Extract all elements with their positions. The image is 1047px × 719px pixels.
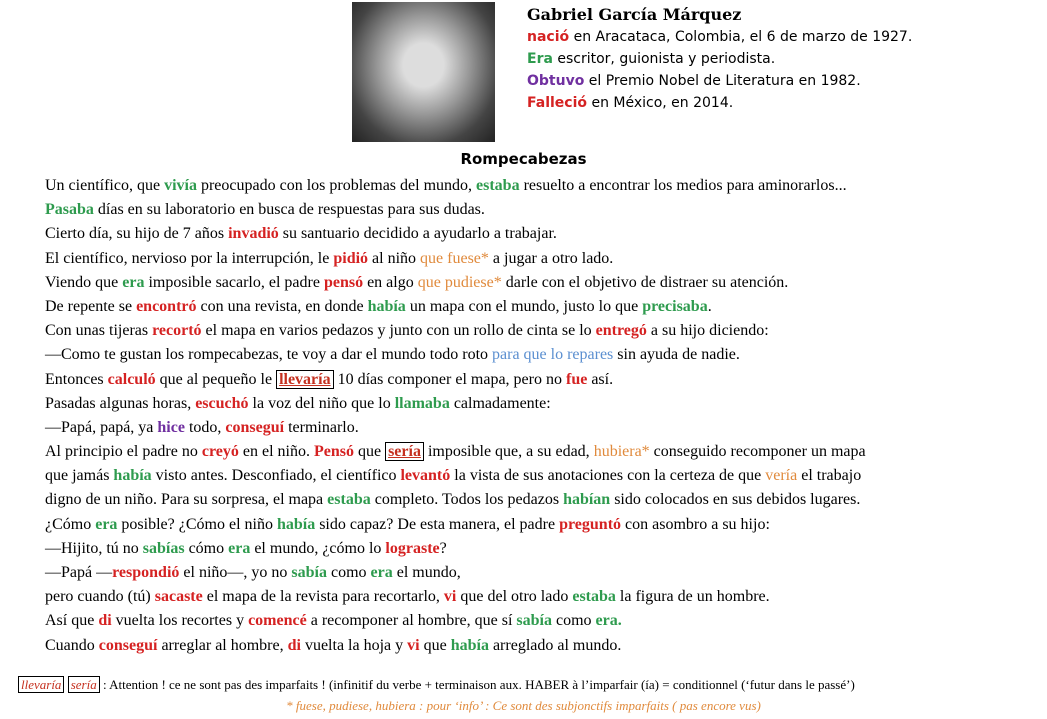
text: arreglado al mundo. xyxy=(488,636,622,654)
verb-red: conseguí xyxy=(98,636,158,654)
text: el trabajo xyxy=(797,467,862,485)
text: preocupado con los problemas del mundo, xyxy=(196,177,477,194)
verb-red: di xyxy=(98,612,112,630)
text: sido capaz? De esta manera, el padre xyxy=(315,515,560,533)
text: —Como te gustan los rompecabezas, te voy a dar el mundo todo roto xyxy=(45,346,493,364)
text: calmadamente: xyxy=(449,394,551,412)
text: Viendo que xyxy=(45,273,123,291)
text: la voz del niño que lo xyxy=(248,394,395,412)
text: con una revista, en donde xyxy=(196,297,368,315)
verb-green: había xyxy=(367,297,406,315)
verb: Falleció xyxy=(527,95,587,111)
text: —Papá — xyxy=(45,564,113,581)
text: así. xyxy=(587,370,614,388)
text: como xyxy=(326,564,371,581)
text: en el niño. xyxy=(238,443,314,461)
verb-red: lograste xyxy=(385,539,440,557)
text: Al principio el padre no xyxy=(45,443,202,461)
verb-red: levantó xyxy=(400,467,451,485)
story-line xyxy=(45,464,1030,488)
text: —Hijito, tú no xyxy=(45,539,143,557)
verb-red: Pensó xyxy=(313,443,354,461)
text: a jugar a otro lado. xyxy=(488,249,614,267)
verb-green: era xyxy=(122,273,145,291)
verb-green: sabías xyxy=(142,539,185,557)
verb-red: conseguí xyxy=(225,418,285,436)
text: la vista de sus anotaciones con la certeza de que xyxy=(450,467,766,485)
text: que del otro lado xyxy=(456,588,573,606)
text: resuelto a encontrar los medios para aminorarlos... xyxy=(519,177,847,194)
text: que xyxy=(353,443,386,461)
text: visto antes. Desconfiado, el científico xyxy=(151,467,401,485)
story-line xyxy=(45,440,1030,464)
text: darle con el objetivo de distraer su atención. xyxy=(501,273,789,291)
verb-blue: para que lo repares xyxy=(492,346,614,364)
text: vuelta la hoja y xyxy=(300,636,408,654)
verb-green: era xyxy=(370,564,393,581)
story-line xyxy=(45,247,1030,271)
verb-green: precisaba xyxy=(642,297,708,315)
verb-green: había xyxy=(113,467,152,485)
text: cómo xyxy=(184,539,229,557)
text: el mapa en varios pedazos y junto con un rollo de cinta se lo xyxy=(201,322,596,340)
verb-red: recortó xyxy=(152,322,202,340)
verb-purple: hice xyxy=(157,418,185,436)
story-line xyxy=(45,343,1030,367)
footer-text: : Attention ! ce ne sont pas des imparfaits ! (infinitif du verbe + terminaison aux. HABER à l’imparfair (ía) = conditionnel (‘futur dans le passé’) xyxy=(102,677,855,692)
story-line xyxy=(45,368,1030,392)
verb-red: escuchó xyxy=(195,394,249,412)
text: arreglar al hombre, xyxy=(157,636,288,654)
verb-boxed: sería xyxy=(385,442,424,461)
text: un mapa con el mundo, justo lo que xyxy=(405,297,643,315)
verb-green: llamaba xyxy=(394,394,450,412)
text: terminarlo. xyxy=(284,418,359,436)
story-line xyxy=(45,198,1030,222)
story-line xyxy=(45,416,1030,440)
author-name: Gabriel García Márquez xyxy=(527,5,742,24)
story-line xyxy=(45,537,1030,561)
verb-green: era. xyxy=(595,612,622,630)
text: que al pequeño le xyxy=(155,370,277,388)
verb-green: estaba xyxy=(327,491,371,509)
verb-red: vi xyxy=(443,588,457,606)
verb-red: comencé xyxy=(248,612,307,630)
story-line xyxy=(45,222,1030,246)
verb-red: pensó xyxy=(323,273,364,291)
verb-green: habían xyxy=(563,491,611,509)
example-conditional-1: llevaría xyxy=(18,676,64,693)
story-line xyxy=(45,271,1030,295)
story-line xyxy=(45,174,1030,198)
text: Así que xyxy=(45,612,99,630)
text: posible? ¿Cómo el niño xyxy=(117,515,277,533)
subjunctive-note: * fuese, pudiese, hubiera : pour ‘info’ : Ce sont des subjonctifs imparfaits ( pas encore vus) xyxy=(286,698,761,713)
text: ¿Cómo xyxy=(45,515,96,533)
text: imposible que, a su edad, xyxy=(423,443,594,461)
text: días en su laboratorio en busca de respuestas para sus dudas. xyxy=(93,201,485,219)
text: en México, en 2014. xyxy=(587,95,734,111)
story-line xyxy=(45,319,1030,343)
text: el mundo, ¿cómo lo xyxy=(250,539,386,557)
verb-green: había xyxy=(450,636,489,654)
verb-red: respondió xyxy=(112,564,180,581)
verb: Era xyxy=(527,51,553,67)
story-line xyxy=(45,609,1030,633)
story-line xyxy=(45,513,1030,537)
text: pero cuando (tú) xyxy=(45,588,155,606)
text: —Papá, papá, ya xyxy=(45,418,158,436)
verb-red: calculó xyxy=(107,370,156,388)
text: Pasadas algunas horas, xyxy=(45,394,196,412)
story-body xyxy=(45,174,1030,658)
text: Cierto día, su hijo de 7 años xyxy=(45,225,229,243)
text: De repente se xyxy=(45,297,137,315)
bio-line-born xyxy=(527,26,912,48)
text: Entonces xyxy=(45,370,108,388)
verb-red: entregó xyxy=(595,322,647,340)
verb-red: sacaste xyxy=(154,588,203,606)
text: conseguido recomponer un mapa xyxy=(649,443,866,461)
verb-red: pidió xyxy=(333,249,369,267)
text: imposible sacarlo, el padre xyxy=(144,273,324,291)
text: el mapa de la revista para recortarlo, xyxy=(202,588,444,606)
text: sin ayuda de nadie. xyxy=(613,346,740,364)
story-title: Rompecabezas xyxy=(460,150,587,168)
story-line xyxy=(45,585,1030,609)
text: digno de un niño. Para su sorpresa, el mapa xyxy=(45,491,328,509)
footer-note xyxy=(18,677,855,693)
story-line xyxy=(45,488,1030,512)
text: ? xyxy=(439,539,447,557)
text: todo, xyxy=(184,418,226,436)
verb-red: invadió xyxy=(228,225,279,243)
text: Cuando xyxy=(45,636,99,654)
bio-block xyxy=(527,4,912,114)
text: 10 días componer el mapa, pero no xyxy=(333,370,566,388)
verb-green: había xyxy=(276,515,316,533)
verb: Obtuvo xyxy=(527,73,585,89)
text: al niño xyxy=(368,249,421,267)
story-line xyxy=(45,295,1030,319)
story-line xyxy=(45,392,1030,416)
story-line xyxy=(45,561,1030,585)
text: sido colocados en sus debidos lugares. xyxy=(610,491,861,509)
bio-line-prize xyxy=(527,70,912,92)
verb-orange: hubiera* xyxy=(593,443,650,461)
bio-line-death xyxy=(527,92,912,114)
text: que xyxy=(419,636,451,654)
verb-green: estaba xyxy=(476,177,520,194)
example-conditional-2: sería xyxy=(68,676,100,693)
verb-green: sabía xyxy=(516,612,552,630)
text: con asombro a su hijo: xyxy=(621,515,770,533)
text: el Premio Nobel de Literatura en 1982. xyxy=(584,73,861,89)
verb-red: fue xyxy=(565,370,588,388)
verb-green: vivía xyxy=(164,177,197,194)
bio-line-profession xyxy=(527,48,912,70)
text: en algo xyxy=(363,273,418,291)
verb-red: preguntó xyxy=(559,515,622,533)
verb-orange: que fuese* xyxy=(420,249,489,267)
verb-green: Pasaba xyxy=(45,201,94,219)
text: su santuario decidido a ayudarlo a trabajar. xyxy=(278,225,557,243)
verb-boxed: llevaría xyxy=(276,370,334,389)
text: como xyxy=(552,612,596,630)
text: . xyxy=(707,297,712,315)
author-photo xyxy=(352,2,495,142)
text: vuelta los recortes y xyxy=(111,612,249,630)
text: a su hijo diciendo: xyxy=(646,322,769,340)
verb: nació xyxy=(527,29,570,45)
text: escritor, guionista y periodista. xyxy=(552,51,776,67)
verb-orange: vería xyxy=(765,467,798,485)
text: la figura de un hombre. xyxy=(615,588,770,606)
text: que jamás xyxy=(45,467,114,485)
text: el niño—, yo no xyxy=(179,564,292,581)
verb-green: era xyxy=(95,515,118,533)
story-line xyxy=(45,634,1030,658)
verb-red: encontró xyxy=(136,297,197,315)
verb-green: sabía xyxy=(291,564,327,581)
verb-red: creyó xyxy=(201,443,239,461)
text: Con unas tijeras xyxy=(45,322,153,340)
text: en Aracataca, Colombia, el 6 de marzo de 1927. xyxy=(569,29,913,45)
text: Un científico, que xyxy=(45,177,165,194)
text: completo. Todos los pedazos xyxy=(370,491,564,509)
verb-green: era xyxy=(228,539,251,557)
text: El científico, nervioso por la interrupción, le xyxy=(45,249,334,267)
text: el mundo, xyxy=(392,564,461,581)
verb-orange: que pudiese* xyxy=(417,273,502,291)
text: a recomponer al hombre, que sí xyxy=(306,612,517,630)
verb-red: vi xyxy=(407,636,420,654)
verb-red: di xyxy=(287,636,301,654)
verb-green: estaba xyxy=(572,588,616,606)
